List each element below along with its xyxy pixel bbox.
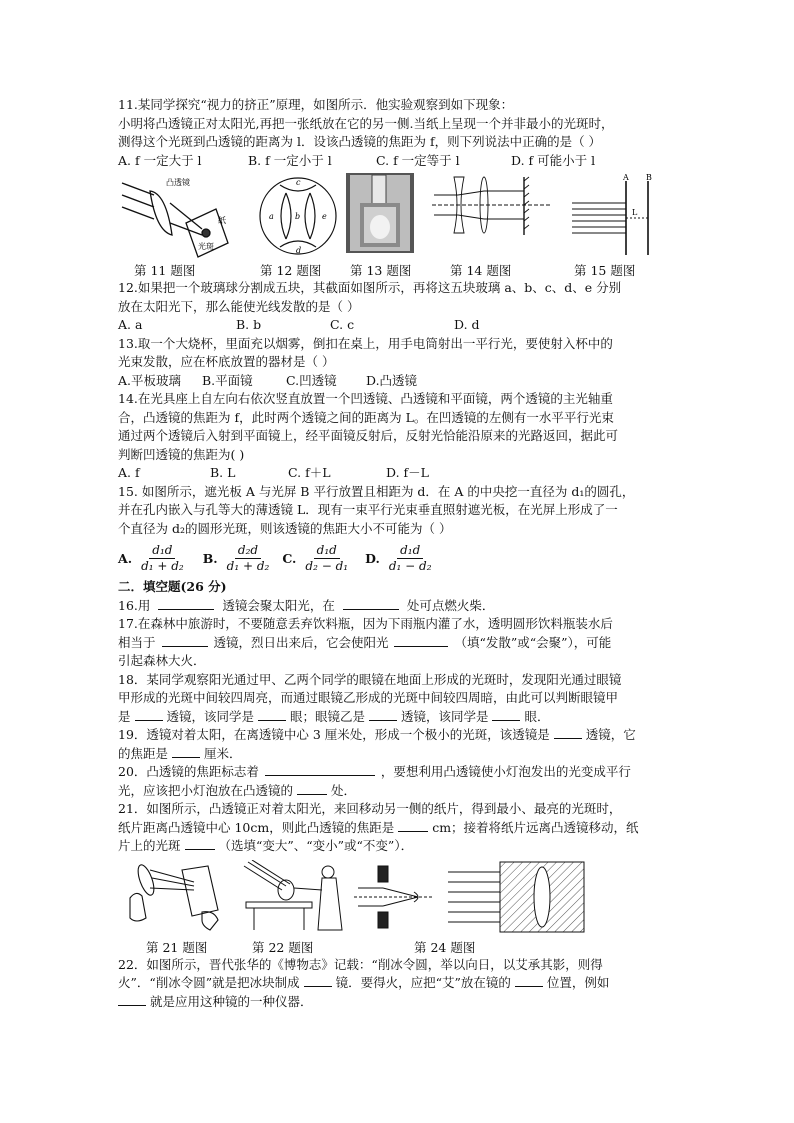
q15-d-numerator: d₁d — [397, 543, 423, 559]
q17-line1: 17.在森林中旅游时，不要随意丢弃饮料瓶，因为下雨瓶内灌了水，透明圆形饮料瓶装水后 — [118, 616, 613, 631]
q20-line2 — [118, 782, 678, 801]
q18-part-e: 眼． — [524, 708, 550, 724]
q17-part-a: 相当于 — [118, 634, 156, 650]
caption-fig11: 第 11 题图 — [134, 263, 196, 278]
q14-options — [118, 464, 678, 483]
q15-line2: 并在孔内嵌入与孔等大的薄透镜 L．现有一束平行光束垂直照射遮光板，在光屏上形成了一 — [118, 502, 618, 517]
fig11-spot-label: 光斑 — [198, 242, 214, 251]
q18-line1: 18．某同学观察阳光通过甲、乙两个同学的眼镜在地面上形成的光斑时，发现阳光通过眼镜 — [118, 671, 622, 687]
q13-options — [118, 372, 678, 391]
q14-line4: 判断凹透镜的焦距为( ) — [118, 446, 245, 462]
caption-fig14: 第 14 题图 — [450, 263, 512, 278]
fig15-label-b: B — [646, 173, 652, 182]
figure-row-2 — [118, 860, 678, 936]
q20-blank-2[interactable] — [297, 782, 327, 795]
q16-blank-1[interactable] — [158, 597, 214, 610]
q15-option-d-fraction — [386, 543, 435, 574]
q11-line2: 小明将凸透镜正对太阳光,再把一张纸放在它的另一侧.当纸上呈现一个并非最小的光斑时， — [118, 115, 614, 131]
q12-option-a: A. a — [118, 317, 143, 332]
q21-part-c: 片上的光斑 — [118, 838, 181, 853]
fig11-paper-label: 纸 — [218, 216, 226, 225]
q12-option-d: D. d — [454, 317, 480, 332]
fig12-label-c: c — [296, 178, 301, 187]
q18-part-d: 透镜，该同学是 — [400, 708, 489, 724]
worksheet-page — [118, 96, 678, 1011]
figure-24-right — [448, 860, 588, 934]
fig12-label-d: d — [296, 246, 302, 255]
fig15-label-l: L — [632, 208, 638, 217]
q11-option-b: B. f 一定小于 l — [248, 152, 332, 168]
q14-option-b: B. L — [210, 465, 236, 480]
q16-line — [118, 597, 678, 616]
q13-option-c: C.凹透镜 — [286, 372, 337, 388]
q14-option-d: D. f－L — [386, 465, 429, 480]
q18-blank-1[interactable] — [135, 708, 163, 721]
q22-line2 — [118, 974, 678, 993]
q15-option-a-fraction — [138, 543, 187, 574]
q16-part-b: 透镜会聚太阳光，在 — [222, 597, 335, 613]
figure-11 — [120, 173, 232, 259]
q14-option-a: A. f — [118, 465, 140, 480]
caption-fig12: 第 12 题图 — [260, 263, 322, 278]
q21-blank-1[interactable] — [398, 819, 428, 832]
caption-fig13: 第 13 题图 — [350, 263, 412, 278]
q16-blank-2[interactable] — [343, 597, 399, 610]
q22-blank-2[interactable] — [515, 974, 543, 987]
q13-option-d: D.凸透镜 — [366, 372, 418, 388]
q22-part-b: 镜．要得火，应把“艾”放在镜的 — [335, 975, 511, 990]
q19-line2 — [118, 745, 678, 764]
q22-blank-3[interactable] — [118, 993, 146, 1006]
q18-blank-4[interactable] — [492, 708, 520, 721]
q18-part-c: 眼；眼镜乙是 — [289, 708, 365, 724]
q21-line3 — [118, 837, 678, 856]
figure-row-1 — [118, 173, 678, 259]
caption-fig24: 第 24 题图 — [414, 939, 476, 955]
q18-part-b: 透镜，该同学是 — [166, 708, 254, 724]
q19-part-d: 厘米． — [203, 745, 242, 761]
q14-option-c: C. f＋L — [288, 465, 331, 480]
q12-options — [118, 316, 678, 335]
figure-captions-row-1 — [118, 261, 678, 279]
q21-part-b: cm；接着将纸片远离凸透镜移动，纸 — [432, 819, 639, 835]
q15-option-b-fraction — [224, 543, 273, 574]
q21-line2 — [118, 819, 678, 838]
q20-part-b: ，要想利用凸透镜使小灯泡发出的光变成平行 — [380, 764, 631, 779]
q18-line3 — [118, 708, 678, 727]
q13-option-a: A.平板玻璃 — [118, 372, 182, 388]
fig15-label-a: A — [623, 173, 629, 182]
figure-captions-row-2 — [118, 938, 678, 956]
q11-option-c: C. f 一定等于 l — [376, 152, 460, 168]
caption-fig22: 第 22 题图 — [252, 939, 314, 955]
q17-blank-2[interactable] — [394, 634, 448, 647]
q11-option-d: D. f 可能小于 l — [511, 152, 596, 168]
q12-option-c: C. c — [330, 317, 355, 332]
q18-blank-3[interactable] — [369, 708, 397, 721]
q15-b-denominator: d₁ + d₂ — [226, 558, 270, 573]
section-heading: 二．填空题(26 分) — [118, 579, 227, 594]
q13-line2: 光束发散，应在杯底放置的器材是（ ） — [118, 354, 335, 369]
q21-line1: 21．如图所示，凸透镜正对着太阳光，来回移动另一侧的纸片，得到最小、最亮的光斑时， — [118, 801, 622, 816]
q19-line1 — [118, 726, 678, 745]
q19-part-b: 透镜，它 — [585, 727, 636, 742]
q15-option-c-fraction — [302, 543, 351, 574]
q14-line2: 合，凸透镜的焦距为 f，此时两个透镜之间的距离为 L。在凹透镜的左侧有一水平平行光束 — [118, 409, 614, 425]
q20-part-a: 20．凸透镜的焦距标志着 — [118, 764, 259, 779]
q17-part-c: （填“发散”或“会聚”），可能 — [454, 634, 612, 650]
q20-blank-1[interactable] — [265, 763, 375, 776]
q14-line1: 14.在光具座上自左向右依次竖直放置一个凹透镜、凸透镜和平面镜，两个透镜的主光轴重 — [118, 391, 613, 406]
q17-blank-1[interactable] — [162, 634, 208, 647]
q12-line1: 12.如果把一个玻璃球分割成五块，其截面如图所示，再将这五块玻璃 a、b、c、d、e 分别 — [118, 280, 622, 295]
q16-part-a: 16.用 — [118, 597, 151, 613]
q15-a-denominator: d₁ + d₂ — [141, 558, 184, 573]
q19-blank-1[interactable] — [554, 726, 582, 739]
q15-option-b-label: B. — [202, 550, 218, 566]
q22-part-a: 火”．“削冰令圆”就是把冰块制成 — [118, 975, 300, 990]
q21-part-a: 纸片距离凸透镜中心 10cm，则此凸透镜的焦距是 — [118, 819, 395, 835]
q15-option-c-label: C. — [282, 550, 297, 566]
q15-options — [118, 538, 678, 578]
q20-line1 — [118, 763, 678, 782]
q15-c-numerator: d₁d — [314, 543, 340, 559]
fig12-label-a: a — [269, 212, 274, 221]
figure-24-left — [352, 860, 436, 934]
q13-option-b: B.平面镜 — [202, 372, 253, 388]
caption-fig21: 第 21 题图 — [146, 939, 208, 955]
q18-part-a: 是 — [118, 708, 131, 724]
q16-part-c: 处可点燃火柴． — [406, 597, 495, 613]
q15-a-numerator: d₁d — [149, 543, 175, 559]
q15-option-a-label: A. — [118, 550, 133, 566]
q15-option-d-label: D. — [365, 550, 380, 566]
figure-14 — [432, 173, 552, 253]
q11-option-a: A. f 一定大于 l — [118, 152, 202, 168]
q15-c-denominator: d₂ − d₁ — [305, 558, 349, 573]
figure-12 — [256, 173, 340, 259]
q18-blank-2[interactable] — [258, 708, 286, 721]
q11-options — [118, 152, 678, 171]
q12-option-b: B. b — [236, 317, 262, 332]
q19-part-c: 的焦距是 — [118, 745, 169, 761]
q19-part-a: 19．透镜对着太阳，在离透镜中心 3 厘米处，形成一个极小的光斑，该透镜是 — [118, 727, 550, 742]
q20-part-d: 处． — [330, 782, 356, 798]
q20-part-c: 光，应该把小灯泡放在凸透镜的 — [118, 782, 294, 798]
q21-part-d: （选填“变大”、“变小”或“不变”）． — [218, 838, 414, 853]
q14-line3: 通过两个透镜后入射到平面镜上，经平面镜反射后，反射光恰能沿原来的光路返回，据此可 — [118, 428, 619, 443]
fig12-label-b: b — [295, 212, 301, 221]
caption-fig15: 第 15 题图 — [574, 263, 636, 278]
q19-blank-2[interactable] — [172, 745, 200, 758]
q21-blank-2[interactable] — [185, 837, 215, 850]
q17-line2 — [118, 634, 678, 653]
fig11-lens-label: 凸透镜 — [166, 178, 190, 187]
figure-22 — [242, 860, 362, 934]
q22-blank-1[interactable] — [304, 974, 332, 987]
figure-21 — [122, 860, 226, 934]
q17-part-b: 透镜，烈日出来后，它会使阳光 — [213, 634, 389, 650]
q13-line1: 13.取一个大烧杯，里面充以烟雾，倒扣在桌上，用手电筒射出一平行光，要使射入杯中的 — [118, 335, 613, 351]
q22-part-c: 位置，例如 — [546, 975, 610, 990]
q11-line1: 11.某同学探究“视力的挤正”原理，如图所示．他实验观察到如下现象： — [118, 97, 514, 112]
figure-15 — [568, 173, 658, 259]
q15-line3: 个直径为 d₂的圆形光斑，则该透镜的焦距大小不可能为（ ） — [118, 520, 452, 536]
q22-line1: 22．如图所示，晋代张华的《博物志》记载：“削冰令圆，举以向日，以艾承其影，则得 — [118, 956, 603, 972]
q15-line1: 15. 如图所示，遮光板 A 与光屏 B 平行放置且相距为 d．在 A 的中央挖一直径为 d₁的圆孔， — [118, 483, 635, 499]
fig12-label-e: e — [322, 212, 327, 221]
q11-line3: 测得这个光斑到凸透镜的距离为 l．设该凸透镜的焦距为 f，则下列说法中正确的是（ ） — [118, 134, 602, 149]
q15-b-numerator: d₂d — [235, 543, 261, 559]
q22-line3 — [118, 993, 678, 1012]
q22-part-d: 就是应用这种镜的一种仪器． — [149, 993, 313, 1009]
q15-d-denominator: d₁ − d₂ — [388, 558, 432, 573]
q12-line2: 放在太阳光下，那么能使光线发散的是（ ） — [118, 298, 360, 314]
q17-line3: 引起森林大火． — [118, 653, 206, 668]
q18-line2: 甲形成的光斑中间较四周亮，而通过眼镜乙形成的光斑中间较四周暗，由此可以判断眼镜甲 — [118, 690, 619, 705]
figure-13 — [346, 173, 414, 253]
